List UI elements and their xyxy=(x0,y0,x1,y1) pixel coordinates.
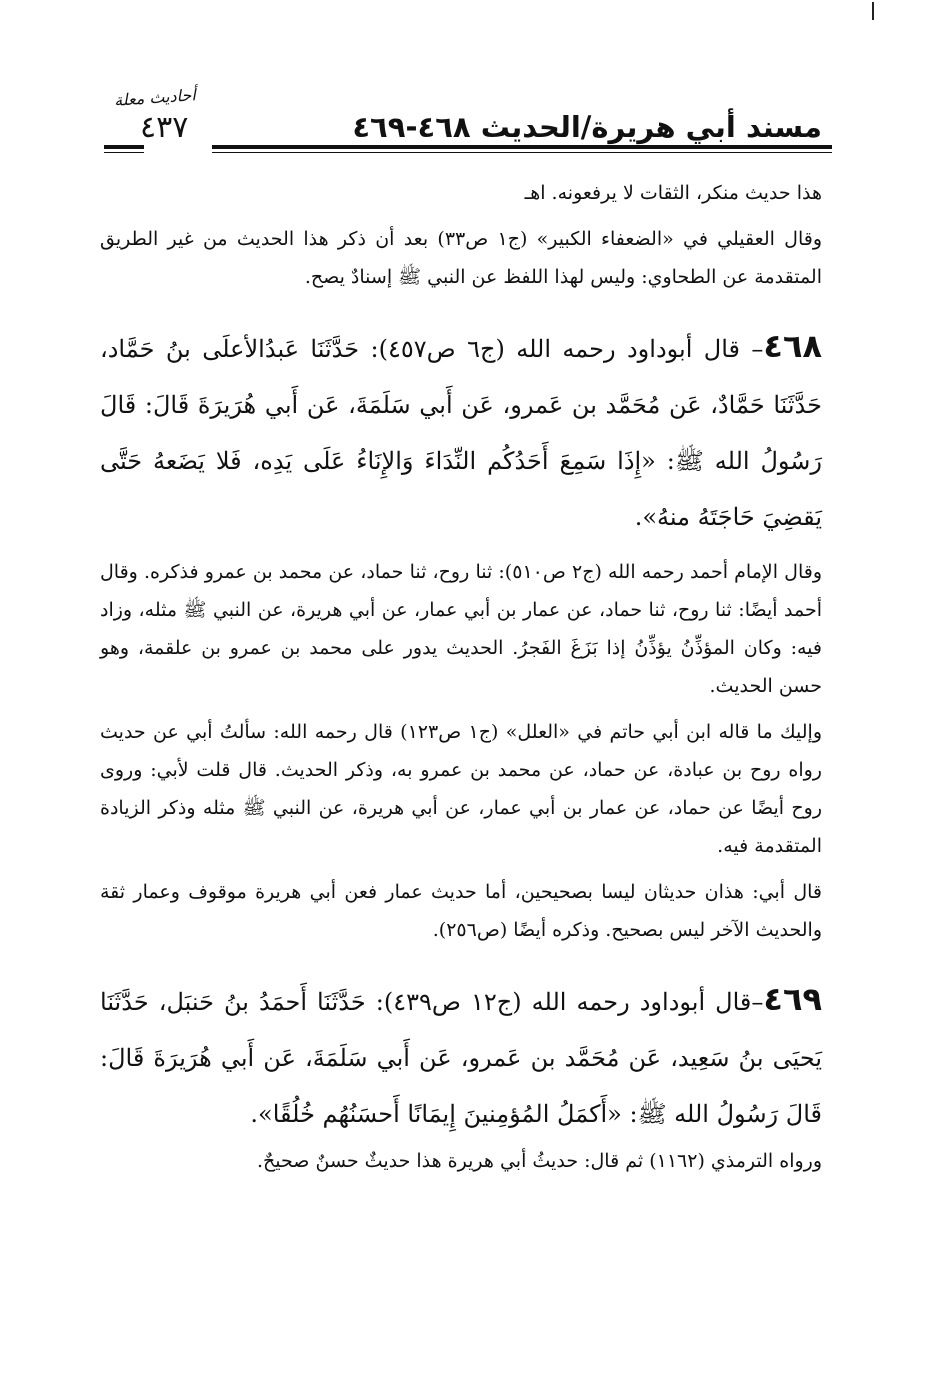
paragraph-4: وإليك ما قاله ابن أبي حاتم في «العلل» (ج١ ص١٢٣) قال رحمه الله: سألتُ أبي عن حديث رواه روح بن عبادة، عن حماد، عن محمد بن عمرو به، وذكر الحديث. قال قلت لأبي: وروى روح أيضًا عن حماد، عن عمار بن أبي عمار، عن أبي هريرة، عن النبي ﷺ مثله وذكر الزيادة المتقدمة فيه. xyxy=(100,721,822,857)
paragraph-2: وقال العقيلي في «الضعفاء الكبير» (ج١ ص٣٣) بعد أن ذكر هذا الحديث من غير الطريق المتقدمة عن الطحاوي: وليس لهذا اللفظ عن النبي ﷺ إسنادٌ يصح. xyxy=(100,228,823,288)
header-rule xyxy=(212,145,832,149)
page-number-rule xyxy=(104,145,144,149)
hadith-text-469: –قال أبوداود رحمه الله (ج١٢ ص٤٣٩): حَدَّثَنَا أَحمَدُ بنُ حَنبَل، حَدَّثَنَا يَحيَى بنُ سَعِيد، عَن مُحَمَّد بن عَمرو، عَن أَبي سَلَمَةَ، عَن أَبي هُرَيرَةَ قَالَ: قَالَ رَسُولُ الله ﷺ: «أَكمَلُ المُؤمِنينَ إِيمَانًا أَحسَنُهُم خُلُقًا». xyxy=(100,988,822,1128)
hadith-number-468: ٤٦٨ xyxy=(763,327,823,365)
hadith-number-469: ٤٦٩ xyxy=(763,980,822,1018)
hadith-468 xyxy=(100,318,822,545)
page-header xyxy=(92,85,832,158)
paragraph-1: هذا حديث منكر، الثقات لا يرفعونه. اهـ xyxy=(524,182,822,204)
paragraph-6: ورواه الترمذي (١١٦٢) ثم قال: حديثُ أبي هريرة هذا حديثٌ حسنٌ صحيحٌ. xyxy=(257,1150,822,1172)
paragraph-5: قال أبي: هذان حديثان ليسا بصحيحين، أما حديث عمار فعن أبي هريرة موقوف وعمار ثقة والحديث الآخر ليس بصحيح. وذكره أيضًا (ص٢٥٦). xyxy=(100,881,822,941)
header-rule-thin xyxy=(212,152,832,153)
hadith-text-468: – قال أبوداود رحمه الله (ج٦ ص٤٥٧): حَدَّثَنَا عَبدُالأعلَى بنُ حَمَّاد، حَدَّثَنَا حَمَّادٌ، عَن مُحَمَّد بن عَمرو، عَن أَبي سَلَمَةَ، عَن أَبي هُرَيرَةَ قَالَ: قَالَ رَسُولُ الله ﷺ: «إِذَا سَمِعَ أَحَدُكُم النِّدَاءَ وَالإِنَاءُ عَلَى يَدِه، فَلا يَضَعهُ حَتَّى يَقضِيَ حَاجَتَهُ منهُ». xyxy=(100,335,822,531)
page-body xyxy=(100,174,822,1180)
running-title: مسند أبي هريرة/الحديث ٤٦٨-٤٦٩ xyxy=(352,110,822,144)
page-number-rule-thin xyxy=(104,152,144,153)
corner-mark xyxy=(872,2,874,20)
paragraph-3: وقال الإمام أحمد رحمه الله (ج٢ ص٥١٠): ثنا روح، ثنا حماد، عن محمد بن عمرو فذكره. وقال أحمد أيضًا: ثنا روح، ثنا حماد، عن عمار بن أبي عمار، عن أبي هريرة، عن النبي ﷺ مثله، وزاد فيه: وكان المؤذِّنُ يؤذِّنُ إذا بَزَغَ الفَجرُ. الحديث يدور على محمد بن عمرو بن علقمة، وهو حسن الحديث. xyxy=(100,561,822,697)
hadith-469 xyxy=(100,971,822,1142)
page-number: ٤٣٧ xyxy=(140,110,189,145)
handwritten-note: أحاديث معلة xyxy=(113,85,197,110)
